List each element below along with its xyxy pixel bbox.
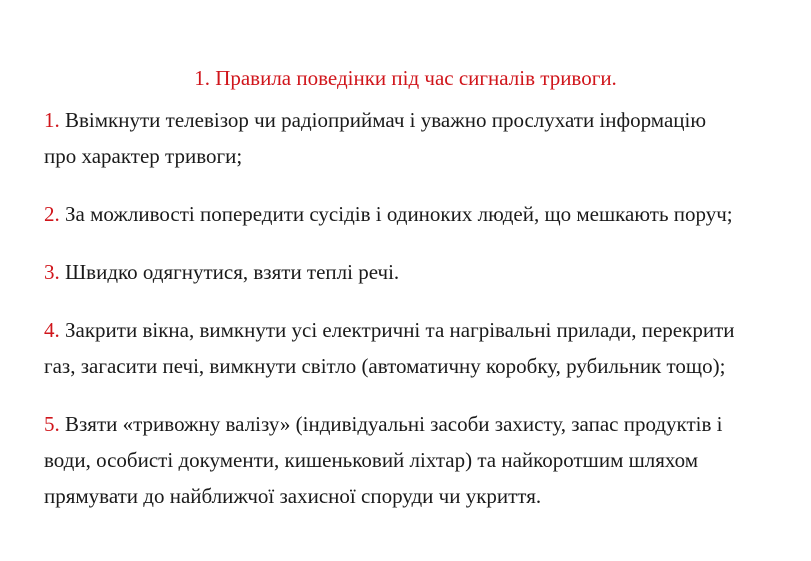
list-item-1	[44, 102, 784, 174]
item-number: 3.	[44, 260, 60, 284]
item-text: води, особисті документи, кишеньковий ліхтар) та найкоротшим шляхом	[44, 448, 699, 472]
item-text: Швидко одягнутися, взяти теплі речі.	[65, 260, 400, 284]
list-item-2	[44, 196, 784, 232]
item-number: 1.	[44, 108, 60, 132]
list-item-5	[44, 406, 784, 514]
list-item-4	[44, 312, 784, 384]
item-text: Закрити вікна, вимкнути усі електричні та нагрівальні прилади, перекрити	[65, 318, 735, 342]
item-text: прямувати до найближчої захисної споруди чи укриття.	[44, 484, 542, 508]
list-item-line	[44, 406, 784, 442]
item-number: 2.	[44, 202, 60, 226]
item-text: За можливості попередити сусідів і одиноких людей, що мешкають поруч;	[65, 202, 733, 226]
list-item-line	[44, 196, 784, 232]
rules-list	[44, 102, 784, 536]
item-text: газ, загасити печі, вимкнути світло (автоматичну коробку, рубильник тощо);	[44, 354, 726, 378]
item-text: Ввімкнути телевізор чи радіоприймач і уважно прослухати інформацію	[65, 108, 707, 132]
item-number: 4.	[44, 318, 60, 342]
list-item-line	[44, 312, 784, 348]
list-item-3	[44, 254, 784, 290]
page-title: 1. Правила поведінки під час сигналів тривоги.	[194, 66, 617, 90]
item-number: 5.	[44, 412, 60, 436]
item-text: про характер тривоги;	[44, 144, 243, 168]
list-item-line	[44, 254, 784, 290]
list-item-line	[44, 102, 784, 138]
item-text: Взяти «тривожну валізу» (індивідуальні засоби захисту, запас продуктів і	[65, 412, 723, 436]
